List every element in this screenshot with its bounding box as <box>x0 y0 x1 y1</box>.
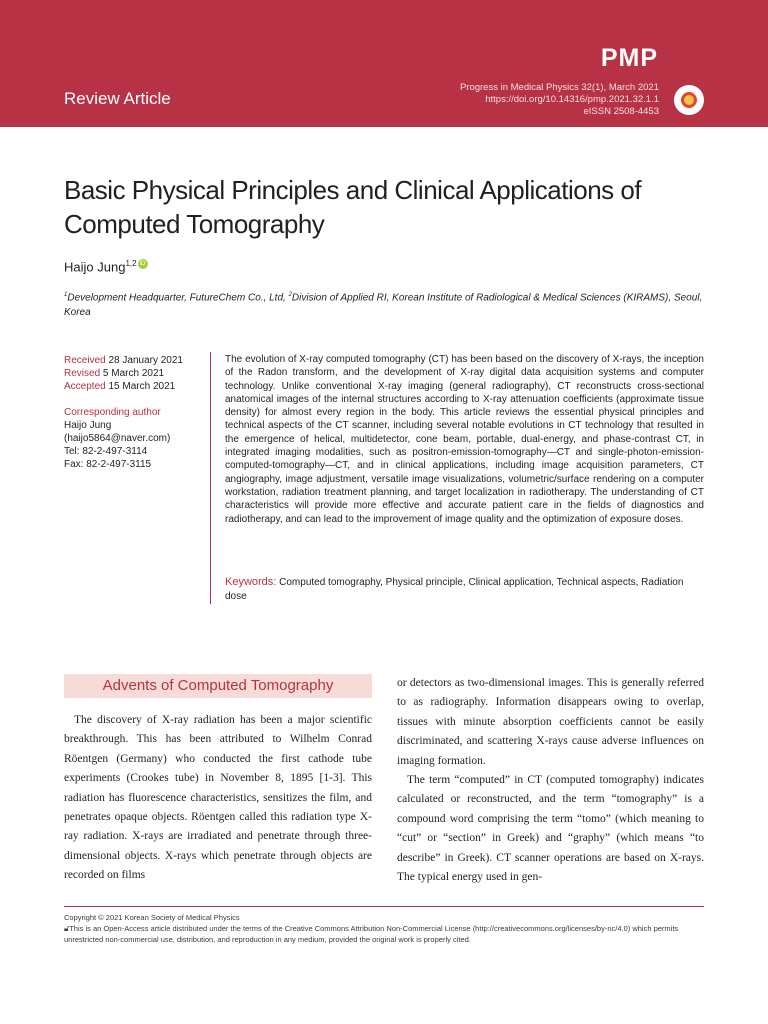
corresponding-author-email[interactable]: (haijo5864@naver.com) <box>64 433 171 444</box>
body-paragraph: The term “computed” in CT (computed tomography) indicates calculated or reconstructed, and the term “tomography” is a compound word comprising the term “tomo” (which meaning to “cut” or “section” in Greek) and “graphy” (which means “to describe” in Greek). CT scanner operations are based on X-rays. The typical energy used in gen- <box>397 774 704 884</box>
affil-sup-2: 2 <box>288 292 292 298</box>
affil-sup-1: 1 <box>64 292 68 298</box>
keywords-label: Keywords: <box>225 576 277 588</box>
journal-logo: PMP <box>600 44 658 72</box>
copyright-text: Copyright © 2021 Korean Society of Medical Physics <box>64 913 240 922</box>
author-line <box>64 259 148 274</box>
corresponding-author-label: Corresponding author <box>64 407 161 418</box>
abstract-divider <box>210 352 211 604</box>
orcid-icon[interactable]: iD <box>138 259 148 269</box>
journal-badge-icon <box>674 85 704 115</box>
corresponding-author-name: Haijo Jung <box>64 420 112 431</box>
journal-citation-info <box>460 82 659 118</box>
affil-1: Development Headquarter, FutureChem Co., Ltd, <box>67 292 289 304</box>
author-affiliation-sup: 1,2 <box>125 259 137 268</box>
body-paragraph: or detectors as two-dimensional images. This is generally referred to as radiography. Information disappears owing to overlap, tissues with minute absorption coefficients cannot be easily discriminated, and scattering X-rays cause adverse influences on imaging formation. <box>397 677 704 767</box>
section-heading: Advents of Computed Tomography <box>64 674 372 698</box>
journal-header-banner <box>0 0 768 127</box>
copyright-footer <box>64 912 704 945</box>
keywords <box>225 576 704 603</box>
abstract-text: The evolution of X-ray computed tomography (CT) has been based on the discovery of X-rays, the inception of the Radon transform, and the development of X-ray digital data acquisition systems and computer technology. Unlike conventional X-ray imaging (general radiography), CT reconstructs cross-sectional anatomical images of the internal structures according to X-ray attenuation coefficients (approximate tissue density) for almost every region in the body. This article reviews the essential physical principles and technical aspects of the CT scanner, including several notable evolutions in CT technology that resulted in the emergence of helical, multidetector, cone beam, portable, dual-energy, and phase-contrast CT, in integrated imaging modalities, such as positron-emission-tomography—CT and single-photon-emission-computed-tomography—CT, and in clinical applications, including image acquisition parameters, CT angiography, image adjustment, versatile image visualizations, volumetric/surface rendering on a computer workstation, radiation treatment planning, and target localization in radiotherapy. The understanding of CT characteristics will provide more effective and accurate patient care in the fields of diagnostics and radiotherapy, and can lead to the improvement of image quality and the optimization of exposure doses. <box>225 354 704 525</box>
keywords-list: Computed tomography, Physical principle, Clinical application, Technical aspects, Radiation dose <box>225 577 684 602</box>
accepted-row: Accepted 15 March 2021 <box>64 381 176 392</box>
revised-row: Revised 5 March 2021 <box>64 368 165 379</box>
affil-2: Division of Applied RI, Korean Institute of Radiological & Medical Sciences (KIRAMS), Seoul, Korea <box>64 292 703 319</box>
license-text: This is an Open-Access article distributed under the terms of the Creative Commons Attribution Non-Commercial License (http://creativecommons.org/licenses/by-nc/4.0) which permits unrestricted non-commercial use, distribution, and reproduction in any medium, provided the original work is properly cited. <box>64 924 679 944</box>
journal-volume: Progress in Medical Physics 32(1), March 2021 <box>459 82 659 93</box>
body-column-left <box>64 711 372 886</box>
body-column-right <box>397 674 704 887</box>
article-history-sidebar <box>64 354 204 471</box>
footer-divider <box>64 906 704 907</box>
corresponding-author-tel: Tel: 82-2-497-3114 <box>64 446 148 457</box>
article-title: Basic Physical Principles and Clinical Applications of Computed Tomography <box>64 175 642 239</box>
corresponding-author-fax: Fax: 82-2-497-3115 <box>64 459 152 470</box>
received-row: Received 28 January 2021 <box>64 355 183 366</box>
open-access-icon: 🔓︎ <box>64 924 70 933</box>
body-paragraph: The discovery of X-ray radiation has been a major scientific breakthrough. This has been attributed to Wilhelm Conrad Röentgen (Germany) who conducted the first cathode tube experiments (Crookes tube) in November 8, 1895 [1-3]. This radiation has fluorescence characteristics, sensitizes the film, and penetrates opaque objects. Röentgen called this radiation type X-ray radiation. X-rays are irradiated and penetrate through three-dimensional objects. X-rays which penetrate through objects are recorded on films <box>64 714 372 882</box>
eissn: eISSN 2508-4453 <box>583 106 659 117</box>
affiliation <box>64 288 704 320</box>
author-name: Haijo Jung <box>64 259 126 275</box>
article-type-label: Review Article <box>64 89 171 108</box>
doi-link[interactable]: https://doi.org/10.14316/pmp.2021.32.1.1 <box>485 94 659 105</box>
